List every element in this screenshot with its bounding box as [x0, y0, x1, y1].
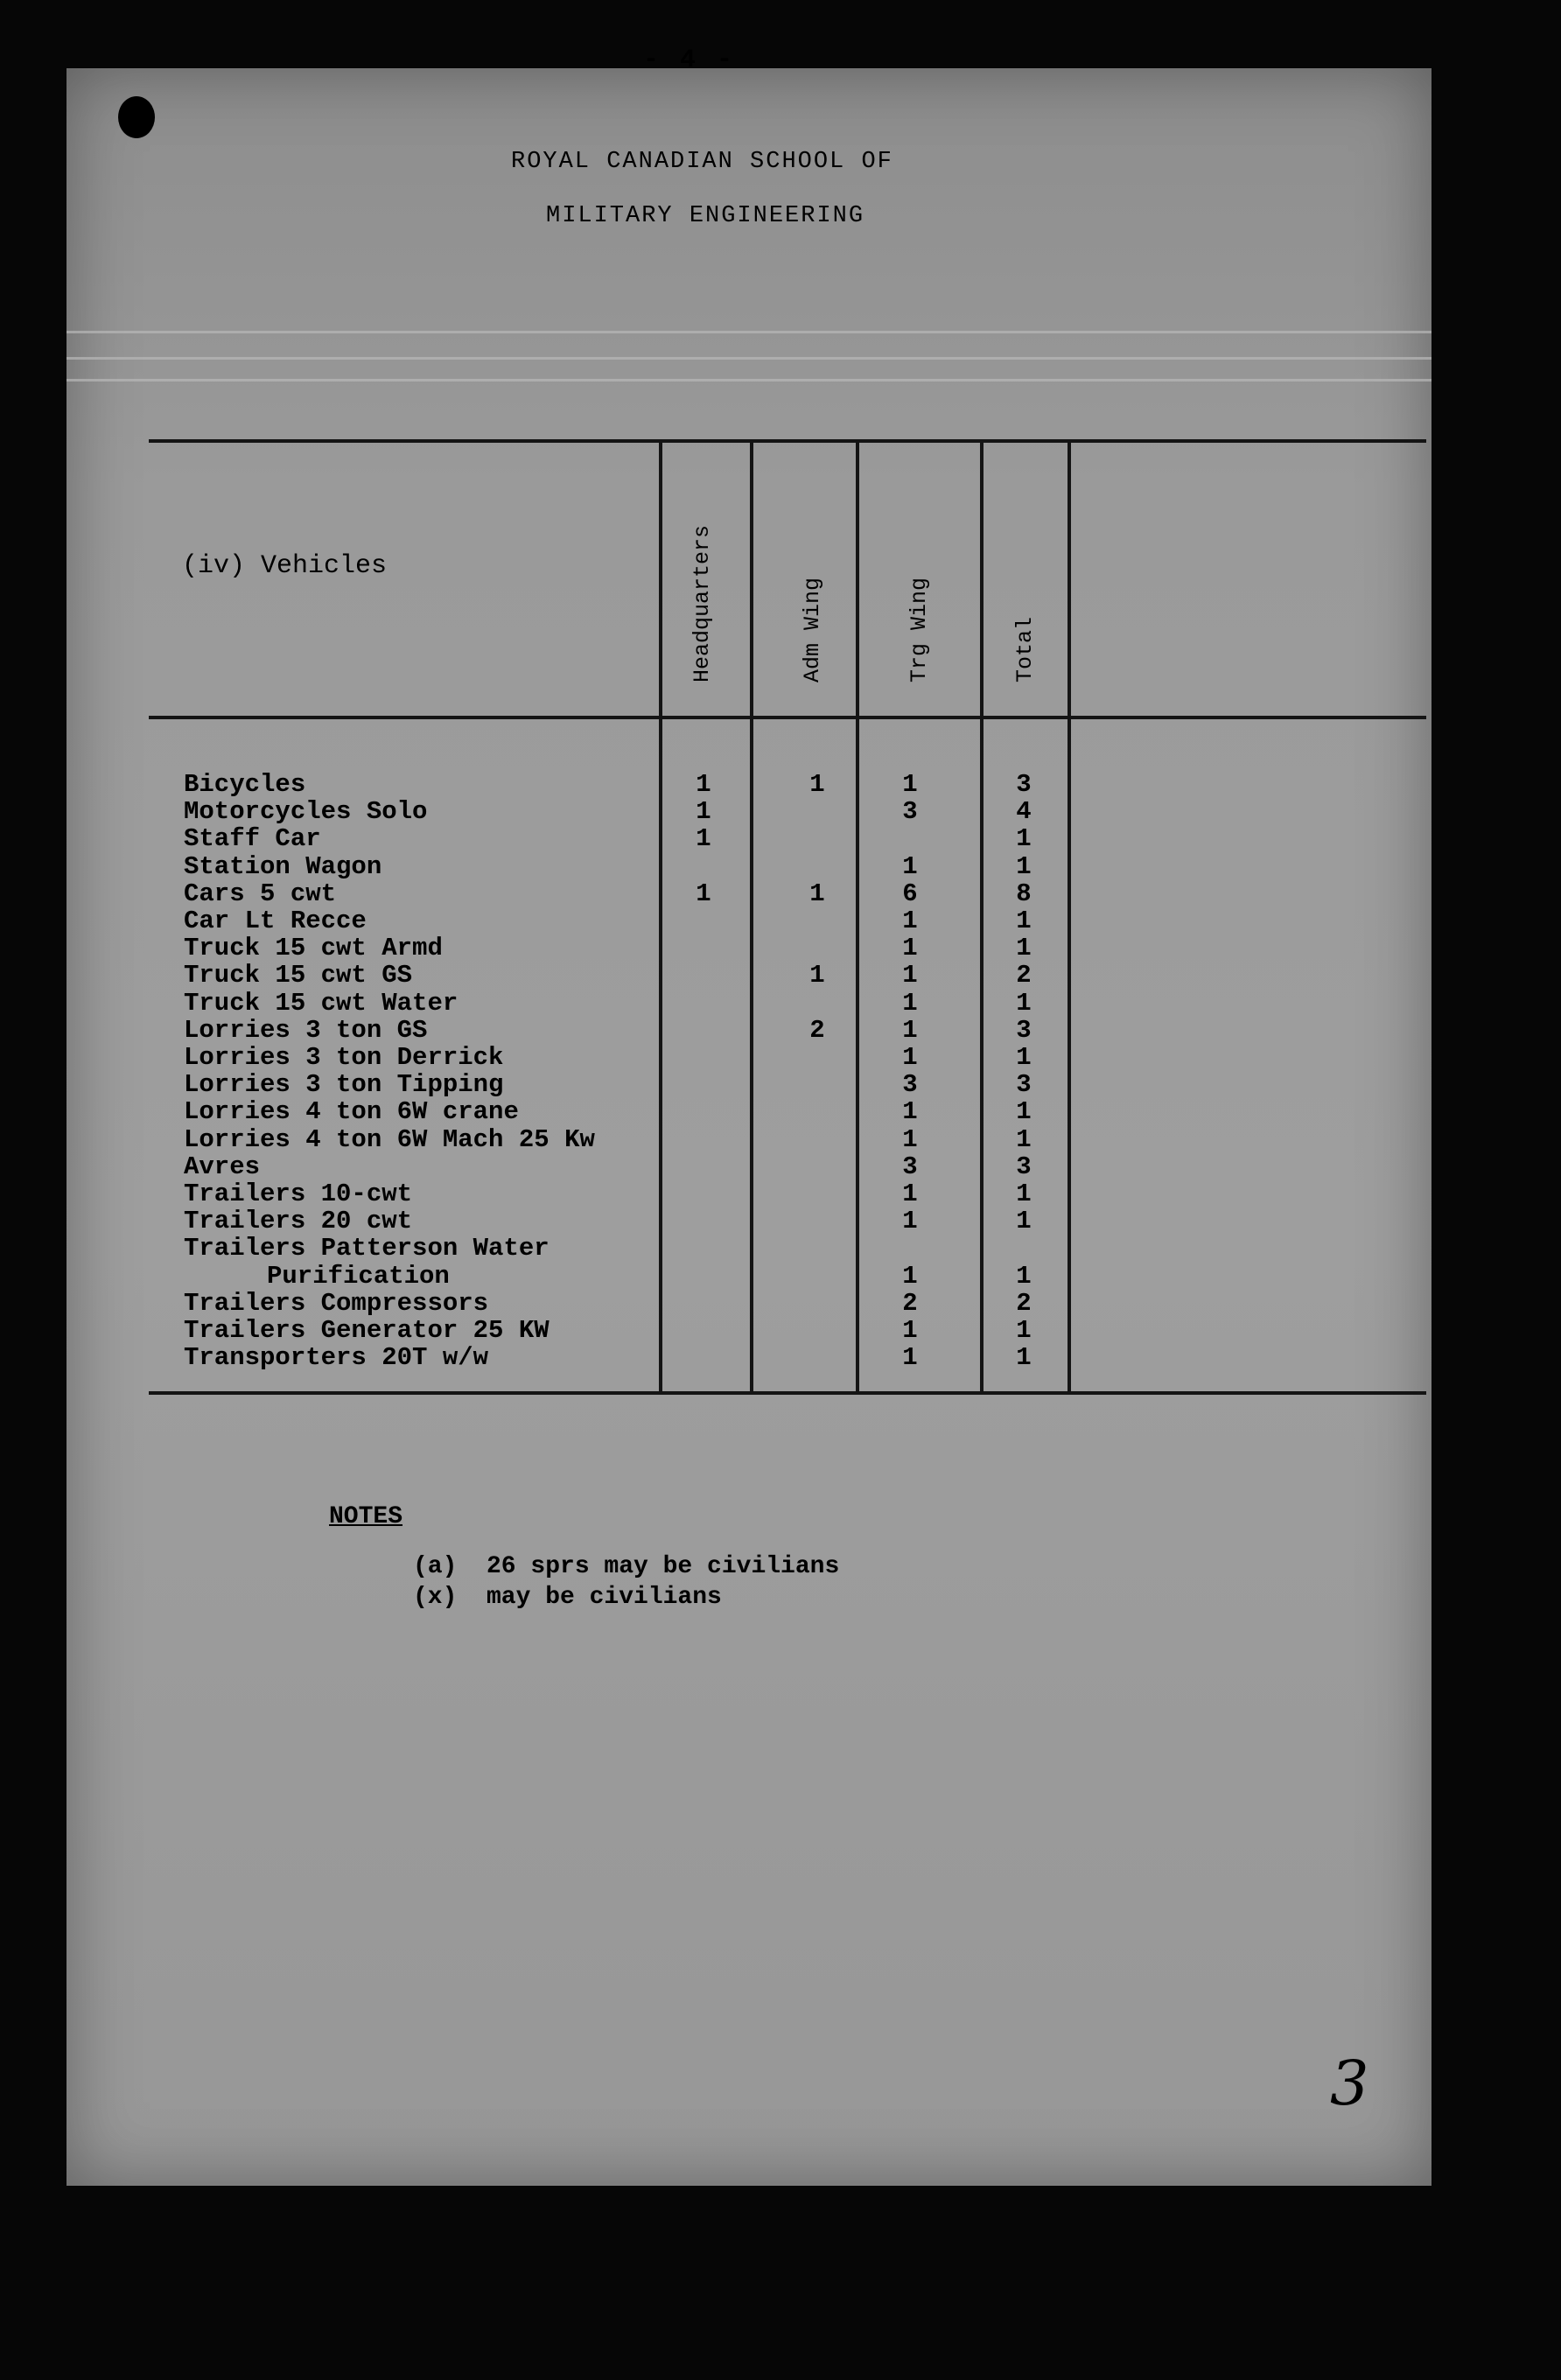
cell-total: 1 [1016, 1043, 1032, 1072]
table-row [0, 1207, 1365, 1234]
vehicle-label: Bicycles [184, 770, 306, 799]
vehicle-label: Lorries 3 ton GS [184, 1016, 428, 1045]
document-title-line-2: MILITARY ENGINEERING [546, 203, 865, 229]
vehicle-label: Trailers Patterson Water [184, 1234, 550, 1263]
cell-headquarters: 1 [696, 797, 711, 826]
vehicle-label: Trailers 20 cwt [184, 1207, 413, 1236]
document-title-line-1: ROYAL CANADIAN SCHOOL OF [511, 149, 893, 175]
vehicle-label: Avres [184, 1152, 261, 1181]
cell-total: 3 [1016, 1152, 1032, 1181]
column-header-trg-wing: Trg Wing [906, 577, 932, 682]
cell-total: 3 [1016, 770, 1032, 799]
table-top-rule [149, 439, 1426, 443]
fold-crease [66, 357, 1432, 360]
table-row [0, 797, 1365, 824]
vehicle-label: Station Wagon [184, 852, 382, 881]
cell-adm-wing: 1 [809, 879, 825, 908]
cell-total: 1 [1016, 906, 1032, 935]
cell-total: 1 [1016, 989, 1032, 1018]
cell-headquarters: 1 [696, 770, 711, 799]
handwritten-page-mark: 3 [1330, 2048, 1369, 2119]
table-row [0, 879, 1365, 906]
cell-total: 3 [1016, 1070, 1032, 1099]
vehicle-label: Motorcycles Solo [184, 797, 428, 826]
vehicle-label: Lorries 3 ton Tipping [184, 1070, 504, 1099]
table-row [0, 961, 1365, 988]
vehicle-label: Cars 5 cwt [184, 879, 337, 908]
cell-total: 1 [1016, 1125, 1032, 1154]
cell-total: 1 [1016, 934, 1032, 962]
vehicle-label: Purification [267, 1262, 450, 1291]
note-key: (x) [413, 1584, 458, 1611]
cell-trg-wing: 2 [902, 1289, 918, 1318]
vehicle-label: Truck 15 cwt GS [184, 961, 413, 990]
table-bottom-rule [149, 1391, 1426, 1395]
note-item [413, 1584, 722, 1611]
vehicle-label: Lorries 3 ton Derrick [184, 1043, 504, 1072]
cell-trg-wing: 1 [902, 852, 918, 881]
table-row [0, 989, 1365, 1016]
vehicle-label: Staff Car [184, 824, 321, 853]
cell-trg-wing: 1 [902, 1125, 918, 1154]
cell-trg-wing: 3 [902, 797, 918, 826]
note-text: 26 sprs may be civilians [486, 1553, 840, 1580]
cell-trg-wing: 3 [902, 1070, 918, 1099]
cell-total: 1 [1016, 1097, 1032, 1126]
cell-trg-wing: 1 [902, 1180, 918, 1208]
column-header-adm-wing: Adm Wing [800, 577, 825, 682]
vehicle-label: Lorries 4 ton 6W Mach 25 Kw [184, 1125, 595, 1154]
table-row [0, 1152, 1365, 1180]
vehicle-label: Trailers 10-cwt [184, 1180, 413, 1208]
cell-total: 1 [1016, 1207, 1032, 1236]
vehicle-label: Trailers Generator 25 KW [184, 1316, 550, 1345]
cell-trg-wing: 1 [902, 961, 918, 990]
table-row [0, 1070, 1365, 1097]
punch-hole [118, 96, 155, 138]
fold-crease [66, 331, 1432, 333]
cell-trg-wing: 1 [902, 1316, 918, 1345]
vehicle-label: Lorries 4 ton 6W crane [184, 1097, 519, 1126]
cell-trg-wing: 1 [902, 1043, 918, 1072]
cell-total: 1 [1016, 852, 1032, 881]
cell-trg-wing: 1 [902, 1343, 918, 1372]
header-bottom-rule [149, 716, 1426, 719]
vehicle-label: Truck 15 cwt Water [184, 989, 458, 1018]
table-row [0, 1316, 1365, 1343]
cell-total: 4 [1016, 797, 1032, 826]
vehicle-label: Transporters 20T w/w [184, 1343, 489, 1372]
note-text: may be civilians [486, 1584, 722, 1611]
cell-headquarters: 1 [696, 879, 711, 908]
cell-total: 1 [1016, 1343, 1032, 1372]
column-header-total: Total [1012, 616, 1038, 682]
table-row [0, 824, 1365, 851]
cell-total: 3 [1016, 1016, 1032, 1045]
cell-trg-wing: 1 [902, 1262, 918, 1291]
table-row [0, 852, 1365, 879]
table-row [0, 1289, 1365, 1316]
cell-trg-wing: 1 [902, 934, 918, 962]
table-row [0, 1043, 1365, 1070]
table-row [0, 1125, 1365, 1152]
cell-trg-wing: 3 [902, 1152, 918, 1181]
table-row [0, 770, 1365, 797]
cell-total: 1 [1016, 824, 1032, 853]
column-header-headquarters: Headquarters [690, 524, 715, 682]
table-row [0, 1262, 1365, 1289]
note-key: (a) [413, 1553, 458, 1580]
vehicle-label: Truck 15 cwt Armd [184, 934, 443, 962]
table-row [0, 1180, 1365, 1207]
table-row [0, 1343, 1365, 1370]
fold-crease [66, 379, 1432, 382]
cell-trg-wing: 6 [902, 879, 918, 908]
cell-total: 1 [1016, 1180, 1032, 1208]
cell-total: 1 [1016, 1316, 1032, 1345]
cell-total: 1 [1016, 1262, 1032, 1291]
table-row [0, 906, 1365, 934]
table-section-title: (iv) Vehicles [182, 551, 388, 581]
page-number: - 4 - [643, 46, 736, 75]
cell-adm-wing: 2 [809, 1016, 825, 1045]
table-row [0, 1097, 1365, 1124]
cell-trg-wing: 1 [902, 1016, 918, 1045]
cell-trg-wing: 1 [902, 1207, 918, 1236]
table-row [0, 1016, 1365, 1043]
cell-trg-wing: 1 [902, 989, 918, 1018]
table-row [0, 934, 1365, 961]
cell-trg-wing: 1 [902, 770, 918, 799]
table-row [0, 1234, 1365, 1261]
cell-total: 2 [1016, 961, 1032, 990]
note-item [413, 1553, 839, 1580]
cell-headquarters: 1 [696, 824, 711, 853]
cell-adm-wing: 1 [809, 770, 825, 799]
vehicle-label: Trailers Compressors [184, 1289, 489, 1318]
notes-heading: NOTES [329, 1503, 403, 1530]
vehicle-label: Car Lt Recce [184, 906, 367, 935]
cell-total: 8 [1016, 879, 1032, 908]
cell-trg-wing: 1 [902, 906, 918, 935]
cell-adm-wing: 1 [809, 961, 825, 990]
cell-trg-wing: 1 [902, 1097, 918, 1126]
cell-total: 2 [1016, 1289, 1032, 1318]
